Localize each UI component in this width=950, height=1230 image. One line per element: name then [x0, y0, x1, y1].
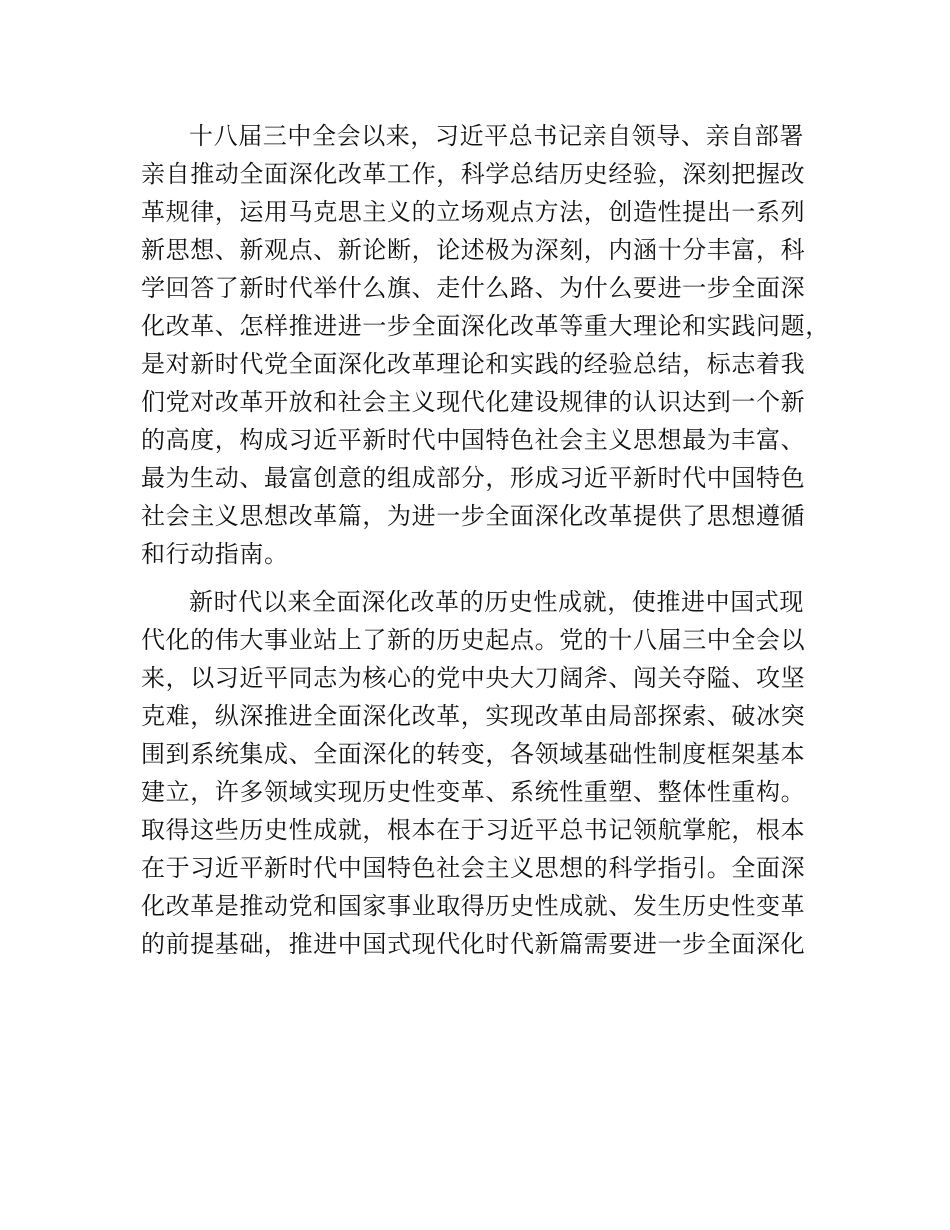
text-line: 在于习近平新时代中国特色社会主义思想的科学指引。全面深 — [141, 854, 806, 882]
paragraph-2 — [141, 583, 831, 963]
text-line: 社会主义思想改革篇，为进一步全面深化改革提供了思想遵循 — [141, 502, 806, 530]
document-body — [141, 117, 831, 963]
text-line: 化改革是推动党和国家事业取得历史性成就、发生历史性变革 — [141, 892, 806, 920]
text-line: 代化的伟大事业站上了新的历史起点。党的十八届三中全会以 — [141, 626, 806, 654]
text-line: 来，以习近平同志为核心的党中央大刀阔斧、闯关夺隘、攻坚 — [141, 664, 806, 692]
text-line: 是对新时代党全面深化改革理论和实践的经验总结，标志着我 — [141, 350, 806, 378]
text-line: 们党对改革开放和社会主义现代化建设规律的认识达到一个新 — [141, 388, 806, 416]
text-line: 化改革、怎样推进进一步全面深化改革等重大理论和实践问题， — [141, 312, 830, 340]
text-line: 的前提基础，推进中国式现代化时代新篇需要进一步全面深化 — [141, 930, 806, 958]
paragraph-spacer — [141, 573, 831, 583]
text-line: 学回答了新时代举什么旗、走什么路、为什么要进一步全面深 — [141, 274, 806, 302]
text-line: 新时代以来全面深化改革的历史性成就，使推进中国式现 — [189, 588, 804, 616]
text-line: 十八届三中全会以来，习近平总书记亲自领导、亲自部署 — [189, 122, 804, 150]
text-line: 亲自推动全面深化改革工作，科学总结历史经验，深刻把握改 — [141, 160, 806, 188]
text-line: 建立，许多领域实现历史性变革、系统性重塑、整体性重构。 — [141, 778, 806, 806]
text-line: 革规律，运用马克思主义的立场观点方法，创造性提出一系列 — [141, 198, 806, 226]
text-line: 和行动指南。 — [141, 540, 289, 568]
text-line: 新思想、新观点、新论断，论述极为深刻，内涵十分丰富，科 — [141, 236, 806, 264]
text-line: 的高度，构成习近平新时代中国特色社会主义思想最为丰富、 — [141, 426, 806, 454]
text-line: 围到系统集成、全面深化的转变，各领域基础性制度框架基本 — [141, 740, 806, 768]
text-line: 最为生动、最富创意的组成部分，形成习近平新时代中国特色 — [141, 464, 806, 492]
text-line: 取得这些历史性成就，根本在于习近平总书记领航掌舵，根本 — [141, 816, 806, 844]
paragraph-1 — [141, 117, 831, 573]
text-line: 克难，纵深推进全面深化改革，实现改革由局部探索、破冰突 — [141, 702, 806, 730]
